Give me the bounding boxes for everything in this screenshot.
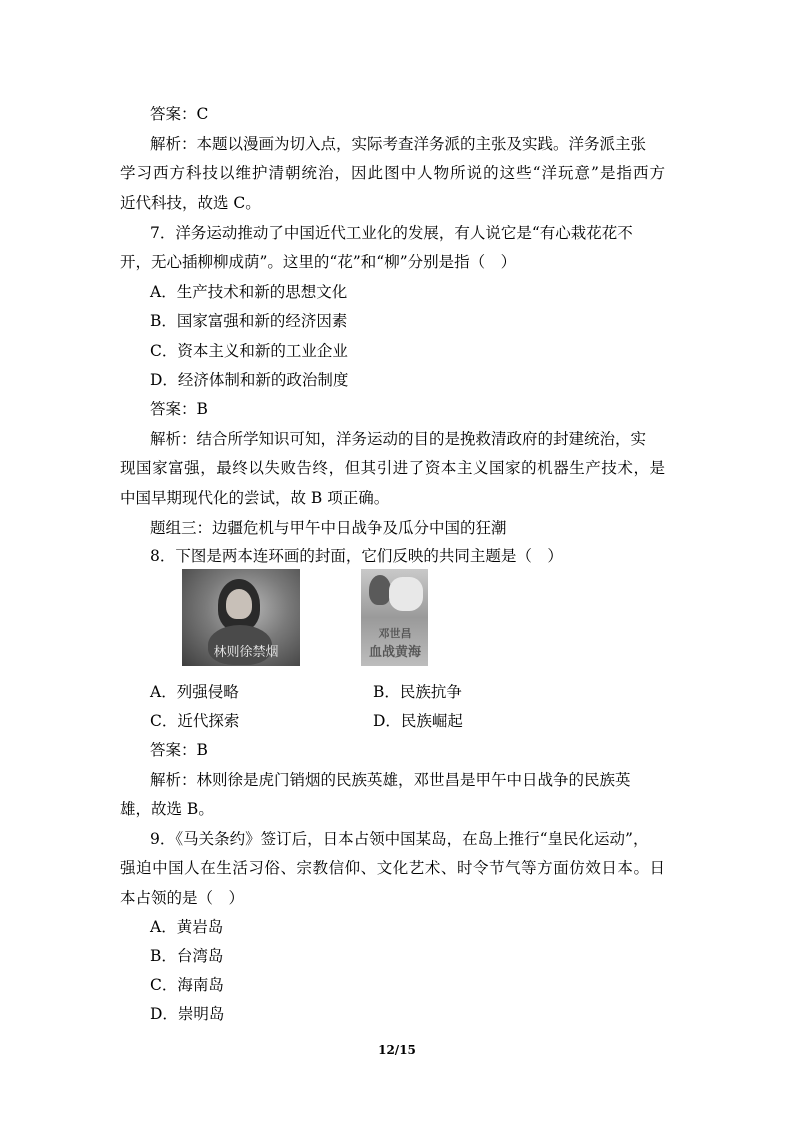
- option-9b: B．台湾岛: [150, 947, 224, 965]
- option-8d: D．民族崛起: [373, 712, 463, 730]
- question-7-line-2: 开，无心插柳柳成荫”。这里的“花”和“柳”分别是指（ ）: [120, 253, 517, 271]
- comic-cover-deng-shichang-image: [361, 569, 428, 666]
- option-8a: A．列强侵略: [150, 683, 239, 701]
- question-9-line-2: 强迫中国人在生活习俗、宗教信仰、文化艺术、时令节气等方面仿效日本。日: [120, 859, 665, 877]
- option-9c: C．海南岛: [150, 976, 224, 994]
- answer-6: 答案：C: [150, 105, 209, 123]
- cover1-caption: 林则徐禁烟: [213, 645, 279, 660]
- option-7c: C．资本主义和新的工业企业: [150, 342, 348, 360]
- analysis-6-line-1: 解析：本题以漫画为切入点，实际考查洋务派的主张及实践。洋务派主张: [150, 135, 647, 153]
- option-9d: D．崇明岛: [150, 1005, 225, 1023]
- page-number: 12/15: [378, 1043, 416, 1057]
- analysis-8-line-1: 解析：林则徐是虎门销烟的民族英雄，邓世昌是甲午中日战争的民族英: [150, 771, 631, 789]
- cover2-caption-1: 邓世昌: [378, 627, 412, 640]
- question-7-line-1: 7．洋务运动推动了中国近代工业化的发展，有人说它是“有心栽花花不: [150, 224, 633, 242]
- option-7b: B．国家富强和新的经济因素: [150, 312, 348, 330]
- option-7d: D．经济体制和新的政治制度: [150, 371, 349, 389]
- analysis-7-line-1: 解析：结合所学知识可知，洋务运动的目的是挽救清政府的封建统治，实: [150, 430, 647, 448]
- section-heading-3: 题组三：边疆危机与甲午中日战争及瓜分中国的狂潮: [150, 519, 507, 537]
- answer-8: 答案：B: [150, 741, 208, 759]
- analysis-6-line-2: 学习西方科技以维护清朝统治，因此图中人物所说的这些“洋玩意”是指西方: [120, 164, 665, 182]
- analysis-7-line-3: 中国早期现代化的尝试，故 B 项正确。: [120, 489, 390, 507]
- analysis-8-line-2: 雄，故选 B。: [120, 800, 214, 818]
- analysis-7-line-2: 现国家富强，最终以失败告终，但其引进了资本主义国家的机器生产技术，是: [120, 459, 665, 477]
- option-7a: A．生产技术和新的思想文化: [150, 283, 348, 301]
- answer-7: 答案：B: [150, 400, 208, 418]
- option-8b: B．民族抗争: [373, 683, 462, 701]
- option-9a: A．黄岩岛: [150, 918, 224, 936]
- option-8c: C．近代探索: [150, 712, 240, 730]
- cover2-caption-2: 血战黄海: [368, 645, 421, 660]
- question-8: 8．下图是两本连环画的封面，它们反映的共同主题是（ ）: [150, 547, 563, 565]
- analysis-6-line-3: 近代科技，故选 C。: [120, 194, 261, 212]
- comic-cover-lin-zexu-image: [182, 569, 300, 666]
- question-9-line-3: 本占领的是（ ）: [120, 889, 245, 907]
- question-9-line-1: 9．《马关条约》签订后，日本占领中国某岛，在岛上推行“皇民化运动”，: [150, 830, 649, 848]
